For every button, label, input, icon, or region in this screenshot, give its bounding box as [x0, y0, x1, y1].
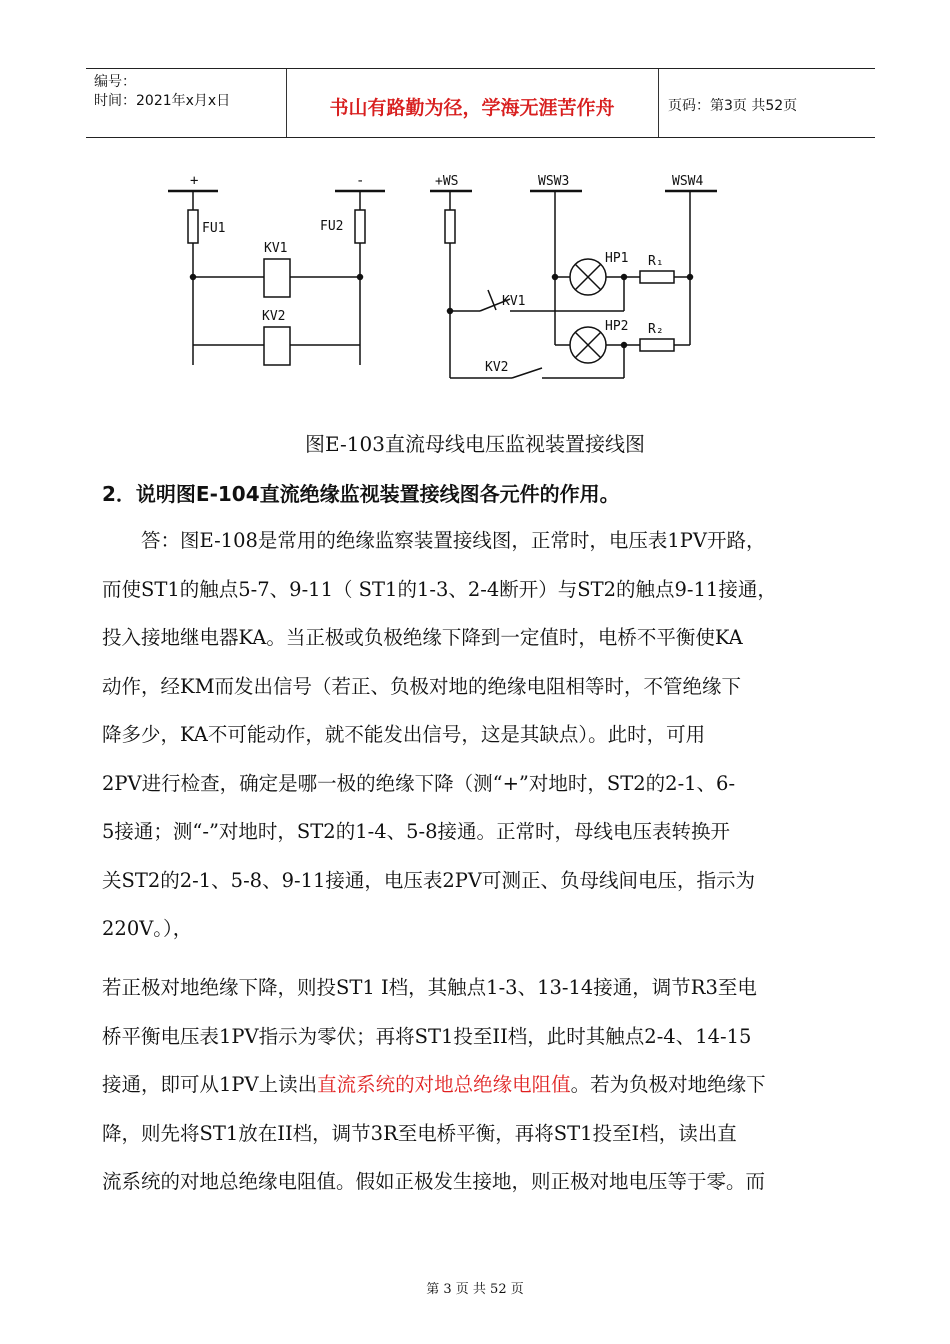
page-header [86, 68, 875, 138]
ws-plus-label: +WS [435, 174, 459, 189]
number-label: 编号： [94, 74, 136, 90]
text-line [102, 1061, 872, 1110]
text-segment: 。若为负极对地绝缘下 [570, 1073, 766, 1096]
time-label: 时间：2021年x月x日 [94, 93, 231, 109]
fu1-label: FU1 [202, 221, 226, 236]
text-line: 桥平衡电压表1PV指示为零伏；再将ST1投至II档，此时其触点2-4、14-15 [102, 1024, 752, 1048]
text-line: 投入接地继电器KA。当正极或负极绝缘下降到一定值时，电桥不平衡使KA [102, 626, 743, 649]
text-line: 动作，经KM而发出信号（若正、负极对地的绝缘电阻相等时，不管绝缘下 [102, 674, 742, 698]
kv1-contact-label: KV1 [502, 294, 526, 309]
page-info: 页码：第3页 共52页 [668, 98, 798, 114]
text-line: 2PV进行检查，确定是哪一极的绝缘下降（测“+”对地时，ST2的2-1、6- [102, 771, 736, 795]
r2-label: R₂ [648, 322, 664, 337]
highlighted-text: 直流系统的对地总绝缘电阻值 [317, 1073, 571, 1096]
fu2-label: FU2 [320, 219, 344, 234]
text-line: 220V。）， [102, 917, 193, 940]
header-meta-cell [86, 69, 287, 137]
fuse-fu1 [188, 210, 198, 243]
text-line: 若正极对地绝缘下降，则投ST1 I档，其触点1-3、13-14接通，调节R3至电 [102, 976, 757, 999]
page-footer: 第 3 页 共 52 页 [426, 1282, 524, 1297]
resistor-r1 [640, 271, 674, 283]
text-line: 答：图E-108是常用的绝缘监察装置接线图，正常时，电压表1PV开路， [102, 529, 766, 552]
header-motto-cell [286, 69, 659, 137]
coil-kv2 [264, 327, 290, 365]
text-line: 降，则先将ST1放在II档，调节3R至电桥平衡，再将ST1投至I档，读出直 [102, 1121, 737, 1145]
hp2-label: HP2 [605, 319, 629, 334]
hp1-label: HP1 [605, 251, 629, 266]
kv1-coil-label: KV1 [264, 241, 288, 256]
kv2-coil-label: KV2 [262, 309, 286, 324]
minus-label: - [356, 173, 365, 189]
wsw4-label: WSW4 [672, 174, 704, 189]
answer-paragraph-1 [102, 517, 872, 954]
text-line: 而使ST1的触点5-7、9-11（ ST1的1-3、2-4断开）与ST2的触点9-11接通， [102, 577, 777, 601]
text-line: 流系统的对地总绝缘电阻值。假如正极发生接地，则正极对地电压等于零。而 [102, 1170, 766, 1193]
r1-label: R₁ [648, 254, 664, 269]
coil-kv1 [264, 259, 290, 297]
question-title: 2．说明图E-104直流绝缘监视装置接线图各元件的作用。 [102, 482, 620, 506]
text-line: 关ST2的2-1、5-8、9-11接通，电压表2PV可测正、负母线间电压，指示为 [102, 868, 755, 892]
figure-caption: 图E-103直流母线电压监视装置接线图 [305, 432, 645, 456]
motto: 书山有路勤为径，学海无涯苦作舟 [329, 97, 615, 119]
header-page-cell [658, 69, 875, 137]
resistor-r2 [640, 339, 674, 351]
wsw3-label: WSW3 [538, 174, 570, 189]
fuse-ws [445, 210, 455, 243]
text-line: 降多少，KA不可能动作，就不能发出信号，这是其缺点）。此时，可用 [102, 723, 706, 746]
text-line: 5接通；测“-”对地时，ST2的1-4、5-8接通。正常时，母线电压表转换开 [102, 820, 731, 843]
answer-paragraph-2 [102, 964, 872, 1207]
plus-label: + [190, 173, 199, 189]
fuse-fu2 [355, 210, 365, 243]
circuit-diagram [150, 165, 720, 397]
kv2-contact-label: KV2 [485, 360, 509, 375]
text-segment: 接通，即可从1PV上读出 [102, 1073, 318, 1096]
